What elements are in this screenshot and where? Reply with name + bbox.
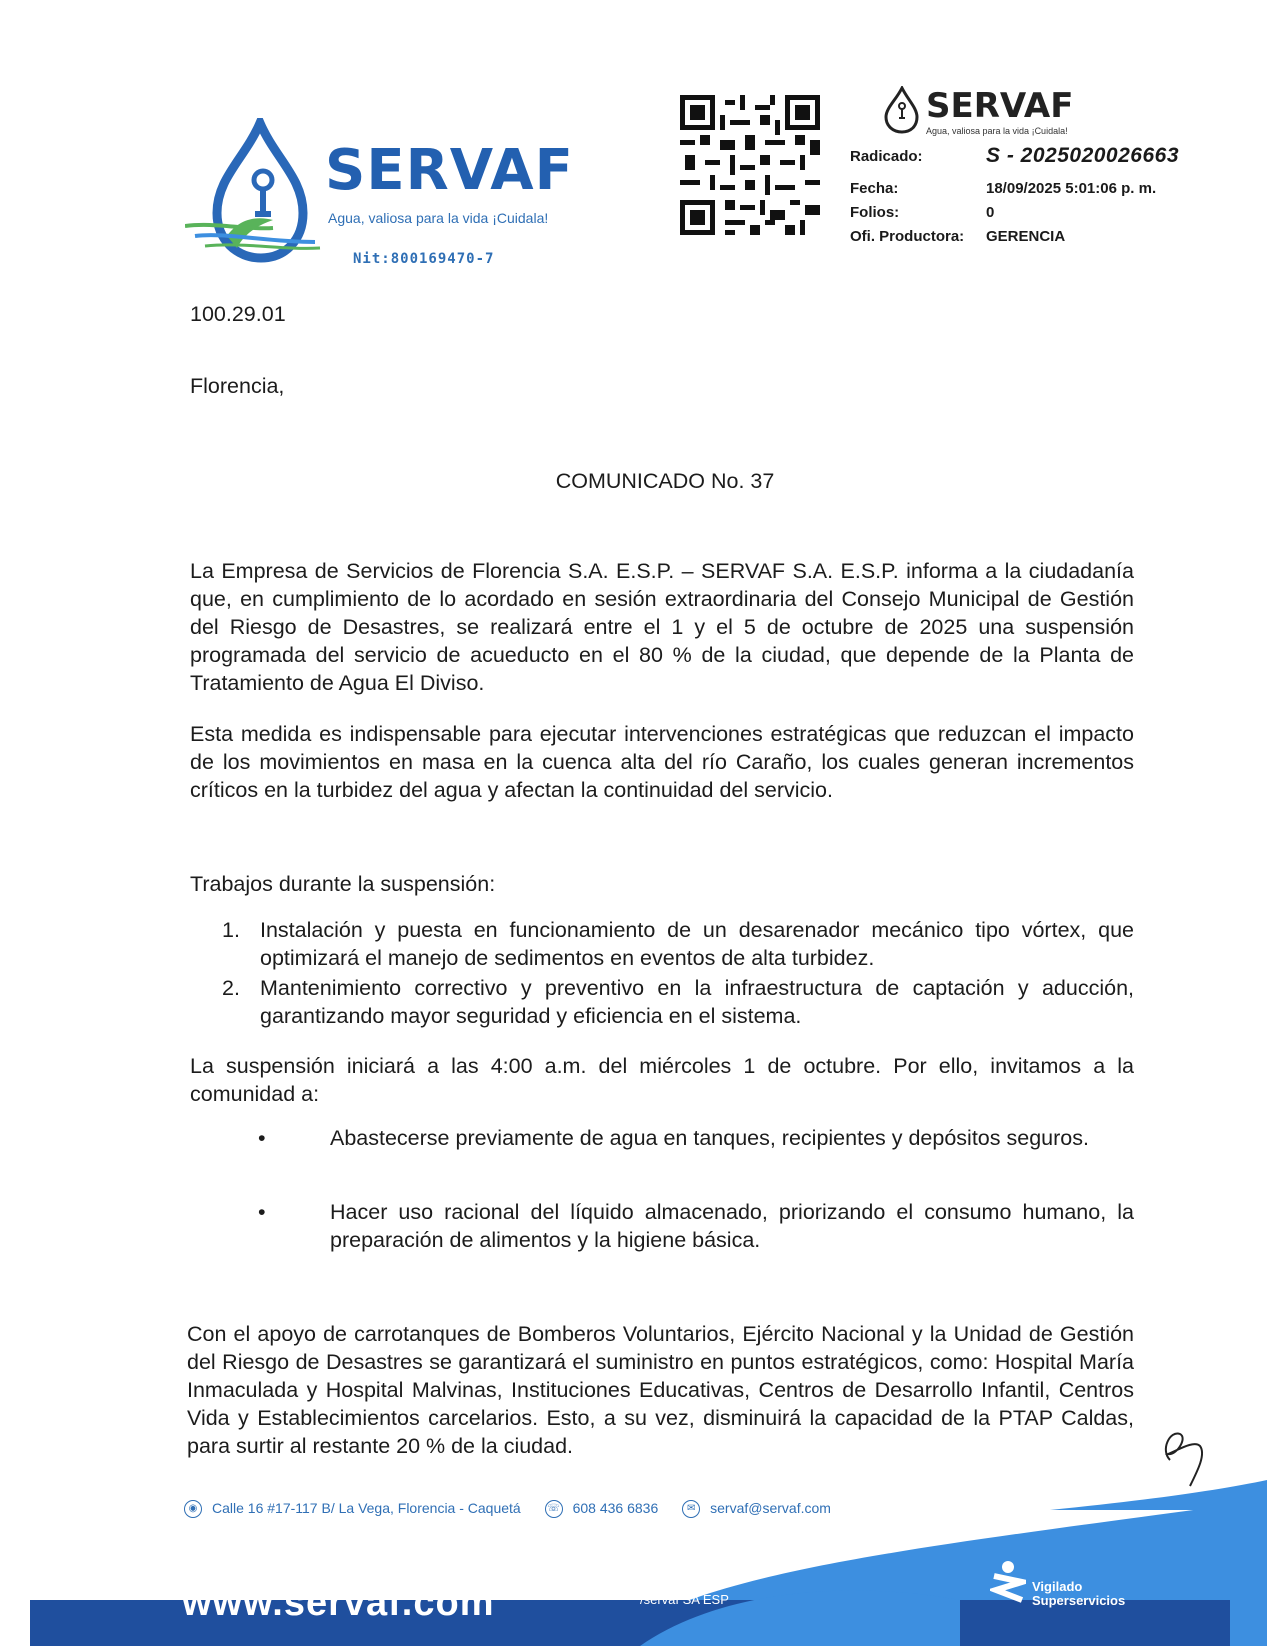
fecha-value: 18/09/2025 5:01:06 p. m.: [986, 180, 1157, 197]
footer-website[interactable]: www.servaf.com: [182, 1582, 495, 1624]
footer-contacts: [184, 1500, 851, 1518]
works-heading: Trabajos durante la suspensión:: [190, 872, 496, 896]
paragraph-4: Con el apoyo de carrotanques de Bomberos Voluntarios, Ejército Nacional y la Unidad de Gestión del Riesgo de Desastres se garantizará el suministro en puntos estratégicos, como: Hospital María Inmaculada y Hospital Malvinas, Instituciones Educativas, Centros de Desarrollo Infantil, Centros Vida y Establecimientos carcelarios. Esto, a su vez, disminuirá la capacidad de la PTAP Caldas, para surtir al restante 20 % de la ciudad.: [187, 1322, 1134, 1458]
folios-label: Folios:: [850, 204, 900, 221]
bullet-item-1: Abastecerse previamente de agua en tanques, recipientes y depósitos seguros.: [330, 1126, 1089, 1150]
work-item-1: Instalación y puesta en funcionamiento de un desarenador mecánico tipo vórtex, que optimizará el manejo de sedimentos en eventos de alta turbidez.: [260, 918, 1134, 970]
main-logo: [185, 118, 574, 278]
bullet-1: •: [258, 1126, 266, 1150]
vigilado-line-2: Superservicios: [1032, 1593, 1126, 1608]
fecha-label: Fecha:: [850, 180, 899, 197]
mail-icon: ✉: [682, 1500, 700, 1518]
folios-value: 0: [986, 204, 995, 221]
radicado-label: Radicado:: [850, 148, 923, 165]
document-title: COMUNICADO No. 37: [555, 469, 775, 493]
header-logo-slogan: Agua, valiosa para la vida ¡Cuidala!: [926, 126, 1068, 136]
document-code: 100.29.01: [190, 302, 286, 326]
logo-slogan: Agua, valiosa para la vida ¡Cuidala!: [328, 210, 549, 226]
bullet-item-2: Hacer uso racional del líquido almacenado, priorizando el consumo humano, la preparación de alimentos y la higiene básica.: [330, 1200, 1134, 1252]
paragraph-3: La suspensión iniciará a las 4:00 a.m. del miércoles 1 de octubre. Por ello, invitamos a la comunidad a:: [190, 1054, 1134, 1106]
email-item: [682, 1500, 841, 1516]
vigilado-icon: [990, 1560, 1026, 1606]
address-item: [184, 1500, 531, 1516]
logo-brand: SERVAF: [325, 138, 574, 203]
vigilado-label: [1032, 1580, 1125, 1608]
water-drop-logo-icon: [185, 118, 325, 278]
phone-icon: ☏: [545, 1500, 563, 1518]
oficina-label: Ofi. Productora:: [850, 228, 965, 245]
water-drop-small-icon: [880, 86, 920, 134]
footer-email: servaf@servaf.com: [710, 1500, 831, 1516]
radicado-value: S - 2025020026663: [986, 144, 1179, 167]
footer-address: Calle 16 #17-117 B/ La Vega, Florencia - Caquetá: [212, 1500, 521, 1516]
footer-phone: 608 436 6836: [572, 1500, 659, 1516]
phone-item: [545, 1500, 669, 1516]
header-logo-brand: SERVAF: [926, 86, 1074, 126]
work-number-1: 1.: [222, 918, 240, 942]
footer-social[interactable]: /servaf SA ESP: [640, 1592, 729, 1607]
paragraph-2: Esta medida es indispensable para ejecutar intervenciones estratégicas que reduzcan el impacto de los movimientos en masa en la cuenca alta del río Caraño, los cuales generan incrementos críticos en la turbidez del agua y afectan la continuidad del servicio.: [190, 722, 1134, 802]
oficina-value: GERENCIA: [986, 228, 1066, 245]
logo-nit: Nit:800169470-7: [353, 251, 495, 267]
work-number-2: 2.: [222, 976, 240, 1000]
location-icon: ◉: [184, 1500, 202, 1518]
qr-code-icon: [680, 95, 820, 235]
work-item-2: Mantenimiento correctivo y preventivo en la infraestructura de captación y aducción, garantizando mayor seguridad y eficiencia en el sistema.: [260, 976, 1134, 1028]
paragraph-1: La Empresa de Servicios de Florencia S.A. E.S.P. – SERVAF S.A. E.S.P. informa a la ciudadanía que, en cumplimiento de lo acordado en sesión extraordinaria del Consejo Municipal de Gestión del Riesgo de Desastres, se realizará entre el 1 y el 5 de octubre de 2025 una suspensión programada del servicio de acueducto en el 80 % de la ciudad, que depende de la Planta de Tratamiento de Agua El Diviso.: [190, 559, 1134, 695]
vigilado-line-1: Vigilado: [1032, 1579, 1083, 1594]
document-city: Florencia,: [190, 374, 285, 398]
header-logo: [880, 86, 1080, 142]
bullet-2: •: [258, 1200, 266, 1224]
